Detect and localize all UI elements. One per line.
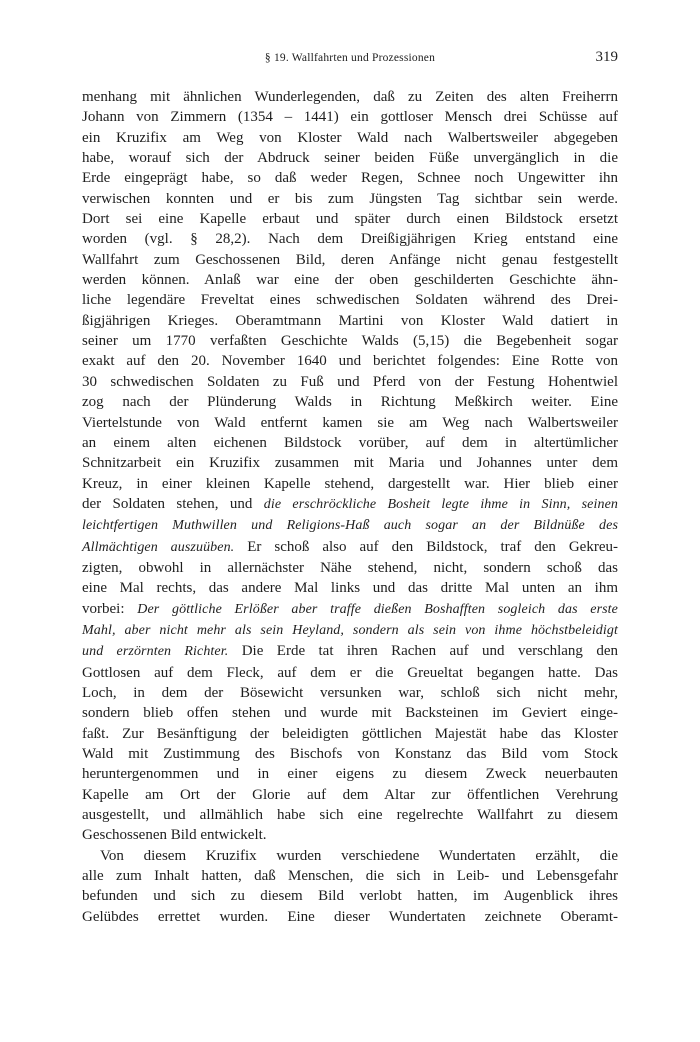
- text-line: [82, 764, 618, 784]
- text-line: [82, 558, 618, 578]
- text-run: Wallfahrt zum Geschossenen Bild, deren Anfänge nicht genau festgestellt: [82, 251, 618, 268]
- text-line: [82, 453, 618, 473]
- text-run: Dort sei eine Kapelle erbaut und später durch einen Bildstock ersetzt: [82, 211, 618, 228]
- text-line: [82, 907, 618, 927]
- text-line: [82, 724, 618, 744]
- text-line: [82, 311, 618, 331]
- text-line: [82, 494, 618, 515]
- text-run: ein Kruzifix am Weg von Kloster Wald nach Walbertsweiler abgegeben: [82, 129, 618, 146]
- text-run: exakt auf den 20. November 1640 und berichtet folgendes: Eine Rotte von: [82, 353, 618, 370]
- text-run: Gelübdes errettet wurden. Eine dieser Wundertaten zeichnete Oberamt-: [82, 908, 618, 925]
- text-line: [82, 372, 618, 392]
- quoted-text: Der göttliche Erlößer aber traffe dießen Boshafften sogleich das erste: [137, 601, 618, 617]
- text-line: [82, 168, 618, 188]
- text-line: [82, 620, 618, 641]
- page-number: 319: [595, 49, 618, 65]
- quoted-text: Mahl, aber nicht mehr als sein Heyland, sondern als sein von ihme höchstbeleidigt: [82, 622, 618, 638]
- text-line: [82, 866, 618, 886]
- text-run: Von diesem Kruzifix wurden verschiedene Wundertaten erzählt, die: [100, 847, 618, 864]
- text-line: [82, 641, 618, 662]
- text-line: [82, 515, 618, 536]
- text-run: faßt. Zur Besänftigung der beleidigten göttlichen Majestät habe das Kloster: [82, 725, 618, 742]
- text-run: Gottlosen auf dem Fleck, auf dem er die Greueltat begangen hatte. Das: [82, 664, 618, 681]
- paragraph: [82, 87, 618, 846]
- text-run: zigten, obwohl in allernächster Nähe stehend, nicht, sondern schoß das: [82, 559, 618, 576]
- text-run: ausgestellt, und allmählich habe sich eine regelrechte Wallfahrt zu diesem: [82, 807, 618, 824]
- text-line: [82, 744, 618, 764]
- text-run: Er schoß also auf den Bildstock, traf den Gekreu-: [234, 538, 618, 555]
- text-line: [82, 290, 618, 310]
- text-line: [82, 886, 618, 906]
- text-run: verwischen konnten und er bis zum Jüngsten Tag sichtbar sein werde.: [82, 190, 618, 207]
- text-line: [82, 805, 618, 825]
- text-line: [82, 189, 618, 209]
- text-line: [82, 270, 618, 290]
- text-run: Johann von Zimmern (1354 – 1441) ein gottloser Mensch drei Schüsse auf: [82, 109, 618, 126]
- text-run: Erde eingeprägt habe, so daß weder Regen, Schnee noch Ungewitter ihn: [82, 170, 618, 187]
- text-run: eine Mal rechts, das andere Mal links und das dritte Mal unten an ihm: [82, 580, 618, 597]
- text-line: [82, 825, 618, 845]
- text-run: Geschossenen Bild entwickelt.: [82, 827, 267, 844]
- quoted-text: leichtfertigen Muthwillen und Religions-Haß auch sogar an der Bildnüße des: [82, 518, 618, 534]
- text-line: [82, 351, 618, 371]
- text-line: [82, 599, 618, 620]
- quoted-text: und erzörnten Richter.: [82, 644, 229, 660]
- text-run: 30 schwedischen Soldaten zu Fuß und Pferd von der Festung Hohentwiel: [82, 373, 618, 390]
- text-line: [82, 578, 618, 598]
- text-run: habe, worauf sich der Abdruck seiner beiden Füße unvergänglich in die: [82, 150, 618, 167]
- text-line: [82, 703, 618, 723]
- text-run: Kapelle am Ort der Glorie auf dem Altar zur öffentlichen Verehrung: [82, 786, 618, 803]
- text-run: seiner um 1770 verfaßten Geschichte Walds (5,15) die Begebenheit sogar: [82, 333, 618, 350]
- paragraph: [82, 846, 618, 927]
- text-line: [82, 107, 618, 127]
- text-line: [82, 433, 618, 453]
- text-line: [82, 663, 618, 683]
- text-line: [82, 392, 618, 412]
- text-run: Die Erde tat ihren Rachen auf und verschlang den: [228, 643, 618, 660]
- running-title: § 19. Wallfahrten und Prozessionen: [264, 52, 436, 64]
- text-run: ßigjährigen Krieges. Oberamtmann Martini von Kloster Wald datiert in: [82, 312, 618, 329]
- text-line: [82, 331, 618, 351]
- text-run: liche legendäre Freveltat eines schwedischen Soldaten während des Drei-: [82, 292, 618, 309]
- text-run: Schnitzarbeit ein Kruzifix zusammen mit Maria und Johannes unter dem: [82, 455, 618, 472]
- text-run: worden (vgl. § 28,2). Nach dem Dreißigjährigen Krieg entstand eine: [82, 231, 618, 248]
- text-line: [82, 413, 618, 433]
- text-run: sondern blieb offen stehen und wurde mit Backsteinen im Geviert einge-: [82, 705, 618, 722]
- text-line: [82, 128, 618, 148]
- text-run: Kreuz, in einer kleinen Kapelle stehend, dargestellt war. Hier blieb einer: [82, 475, 618, 492]
- text-run: menhang mit ähnlichen Wunderlegenden, daß zu Zeiten des alten Freiherrn: [82, 89, 618, 105]
- running-head: [82, 49, 618, 69]
- text-line: [82, 229, 618, 249]
- text-line: [82, 148, 618, 168]
- text-run: zog nach der Plünderung Walds in Richtung Meßkirch weiter. Eine: [82, 394, 618, 411]
- text-line: [82, 846, 618, 866]
- text-run: werden können. Anlaß war eine der oben geschilderten Geschichte ähn-: [82, 272, 618, 289]
- text-run: befunden und sich zu diesem Bild verlobt hatten, im Augenblick ihres: [82, 888, 618, 905]
- quoted-text: die erschröckliche Bosheit legte ihme in Sinn, seinen: [263, 496, 618, 512]
- text-line: [82, 474, 618, 494]
- text-line: [82, 683, 618, 703]
- text-run: alle zum Inhalt hatten, daß Menschen, die sich in Leib- und Lebensgefahr: [82, 868, 618, 885]
- text-line: [82, 785, 618, 805]
- text-run: Wald mit Zustimmung des Bischofs von Konstanz das Bild vom Stock: [82, 746, 618, 762]
- text-run: vorbei:: [82, 600, 138, 617]
- text-run: Viertelstunde von Wald entfernt kamen sie am Weg nach Walbertsweiler: [82, 414, 618, 431]
- text-line: [82, 209, 618, 229]
- text-line: [82, 250, 618, 270]
- text-run: heruntergenommen und in einer eigens zu diesem Zweck neuerbauten: [82, 766, 618, 783]
- quoted-text: Allmächtigen auszuüben.: [82, 539, 235, 555]
- text-line: [82, 87, 618, 107]
- text-line: [82, 537, 618, 558]
- text-run: an einem alten eichenen Bildstock vorüber, auf dem in altertümlicher: [82, 434, 618, 451]
- text-run: der Soldaten stehen, und: [82, 495, 264, 512]
- body-text: [82, 87, 618, 927]
- text-run: Loch, in dem der Bösewicht versunken war, schloß sich nicht mehr,: [82, 684, 618, 701]
